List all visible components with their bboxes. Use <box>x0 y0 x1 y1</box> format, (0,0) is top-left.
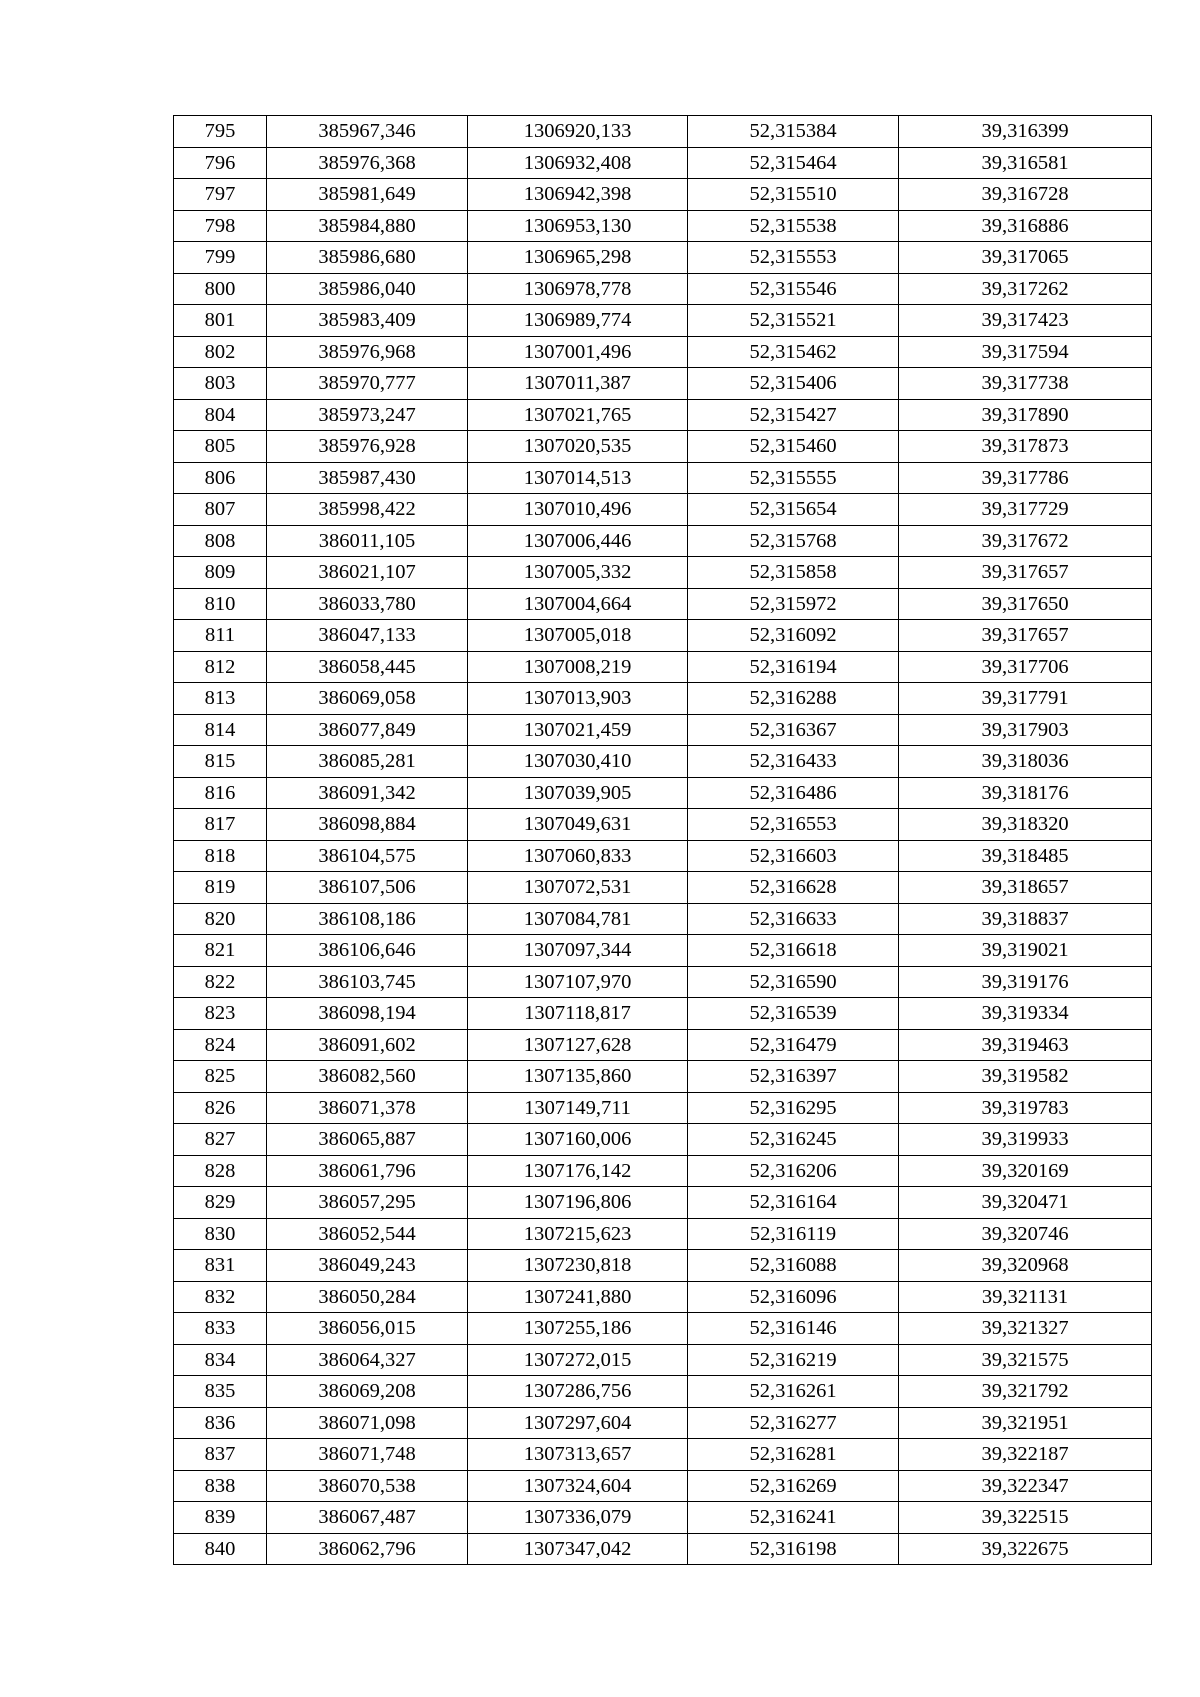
y-coordinate-cell: 1307272,015 <box>468 1344 688 1376</box>
table-row <box>174 1187 1152 1219</box>
x-coordinate-cell: 386106,646 <box>267 935 468 967</box>
longitude-cell: 39,319021 <box>899 935 1152 967</box>
point-number-cell: 808 <box>174 525 267 557</box>
latitude-cell: 52,315768 <box>688 525 899 557</box>
table-row <box>174 1376 1152 1408</box>
longitude-cell: 39,317738 <box>899 368 1152 400</box>
latitude-cell: 52,315555 <box>688 462 899 494</box>
latitude-cell: 52,316486 <box>688 777 899 809</box>
point-number-cell: 823 <box>174 998 267 1030</box>
point-number-cell: 800 <box>174 273 267 305</box>
table-row <box>174 903 1152 935</box>
table-row <box>174 1470 1152 1502</box>
latitude-cell: 52,316241 <box>688 1502 899 1534</box>
point-number-cell: 811 <box>174 620 267 652</box>
point-number-cell: 837 <box>174 1439 267 1471</box>
point-number-cell: 817 <box>174 809 267 841</box>
y-coordinate-cell: 1307313,657 <box>468 1439 688 1471</box>
latitude-cell: 52,316295 <box>688 1092 899 1124</box>
point-number-cell: 797 <box>174 179 267 211</box>
latitude-cell: 52,315427 <box>688 399 899 431</box>
longitude-cell: 39,317650 <box>899 588 1152 620</box>
point-number-cell: 806 <box>174 462 267 494</box>
table-row <box>174 147 1152 179</box>
table-row <box>174 525 1152 557</box>
x-coordinate-cell: 386108,186 <box>267 903 468 935</box>
x-coordinate-cell: 386107,506 <box>267 872 468 904</box>
longitude-cell: 39,318485 <box>899 840 1152 872</box>
longitude-cell: 39,319463 <box>899 1029 1152 1061</box>
x-coordinate-cell: 386061,796 <box>267 1155 468 1187</box>
longitude-cell: 39,318036 <box>899 746 1152 778</box>
table-row <box>174 1029 1152 1061</box>
table-row <box>174 116 1152 148</box>
x-coordinate-cell: 385983,409 <box>267 305 468 337</box>
y-coordinate-cell: 1307324,604 <box>468 1470 688 1502</box>
x-coordinate-cell: 386011,105 <box>267 525 468 557</box>
latitude-cell: 52,315384 <box>688 116 899 148</box>
x-coordinate-cell: 385981,649 <box>267 179 468 211</box>
table-row <box>174 620 1152 652</box>
longitude-cell: 39,316886 <box>899 210 1152 242</box>
y-coordinate-cell: 1306920,133 <box>468 116 688 148</box>
x-coordinate-cell: 385984,880 <box>267 210 468 242</box>
longitude-cell: 39,319582 <box>899 1061 1152 1093</box>
x-coordinate-cell: 385987,430 <box>267 462 468 494</box>
longitude-cell: 39,320471 <box>899 1187 1152 1219</box>
table-row <box>174 966 1152 998</box>
y-coordinate-cell: 1306942,398 <box>468 179 688 211</box>
table-row <box>174 1218 1152 1250</box>
x-coordinate-cell: 385967,346 <box>267 116 468 148</box>
longitude-cell: 39,321575 <box>899 1344 1152 1376</box>
latitude-cell: 52,315546 <box>688 273 899 305</box>
longitude-cell: 39,318657 <box>899 872 1152 904</box>
y-coordinate-cell: 1307005,332 <box>468 557 688 589</box>
x-coordinate-cell: 386052,544 <box>267 1218 468 1250</box>
longitude-cell: 39,317065 <box>899 242 1152 274</box>
x-coordinate-cell: 386064,327 <box>267 1344 468 1376</box>
point-number-cell: 827 <box>174 1124 267 1156</box>
y-coordinate-cell: 1307097,344 <box>468 935 688 967</box>
coordinates-table <box>173 115 1152 1565</box>
point-number-cell: 814 <box>174 714 267 746</box>
latitude-cell: 52,316198 <box>688 1533 899 1565</box>
table-row <box>174 1155 1152 1187</box>
y-coordinate-cell: 1306989,774 <box>468 305 688 337</box>
y-coordinate-cell: 1307020,535 <box>468 431 688 463</box>
longitude-cell: 39,319783 <box>899 1092 1152 1124</box>
x-coordinate-cell: 385970,777 <box>267 368 468 400</box>
point-number-cell: 825 <box>174 1061 267 1093</box>
table-row <box>174 714 1152 746</box>
y-coordinate-cell: 1307011,387 <box>468 368 688 400</box>
longitude-cell: 39,317890 <box>899 399 1152 431</box>
x-coordinate-cell: 386049,243 <box>267 1250 468 1282</box>
latitude-cell: 52,315553 <box>688 242 899 274</box>
x-coordinate-cell: 386047,133 <box>267 620 468 652</box>
y-coordinate-cell: 1307014,513 <box>468 462 688 494</box>
x-coordinate-cell: 386098,884 <box>267 809 468 841</box>
y-coordinate-cell: 1307176,142 <box>468 1155 688 1187</box>
latitude-cell: 52,316092 <box>688 620 899 652</box>
y-coordinate-cell: 1307230,818 <box>468 1250 688 1282</box>
point-number-cell: 813 <box>174 683 267 715</box>
table-row <box>174 1344 1152 1376</box>
latitude-cell: 52,316628 <box>688 872 899 904</box>
y-coordinate-cell: 1307241,880 <box>468 1281 688 1313</box>
point-number-cell: 816 <box>174 777 267 809</box>
latitude-cell: 52,316603 <box>688 840 899 872</box>
longitude-cell: 39,317657 <box>899 620 1152 652</box>
y-coordinate-cell: 1307001,496 <box>468 336 688 368</box>
x-coordinate-cell: 386062,796 <box>267 1533 468 1565</box>
point-number-cell: 807 <box>174 494 267 526</box>
table-row <box>174 210 1152 242</box>
longitude-cell: 39,316581 <box>899 147 1152 179</box>
point-number-cell: 836 <box>174 1407 267 1439</box>
latitude-cell: 52,315521 <box>688 305 899 337</box>
y-coordinate-cell: 1307149,711 <box>468 1092 688 1124</box>
longitude-cell: 39,316728 <box>899 179 1152 211</box>
x-coordinate-cell: 386070,538 <box>267 1470 468 1502</box>
latitude-cell: 52,316397 <box>688 1061 899 1093</box>
point-number-cell: 834 <box>174 1344 267 1376</box>
x-coordinate-cell: 386056,015 <box>267 1313 468 1345</box>
table-row <box>174 840 1152 872</box>
table-row <box>174 998 1152 1030</box>
y-coordinate-cell: 1307013,903 <box>468 683 688 715</box>
x-coordinate-cell: 386082,560 <box>267 1061 468 1093</box>
point-number-cell: 805 <box>174 431 267 463</box>
table-row <box>174 179 1152 211</box>
x-coordinate-cell: 386104,575 <box>267 840 468 872</box>
table-row <box>174 462 1152 494</box>
longitude-cell: 39,321951 <box>899 1407 1152 1439</box>
latitude-cell: 52,315464 <box>688 147 899 179</box>
table-row <box>174 1439 1152 1471</box>
point-number-cell: 820 <box>174 903 267 935</box>
point-number-cell: 798 <box>174 210 267 242</box>
longitude-cell: 39,317903 <box>899 714 1152 746</box>
table-row <box>174 1061 1152 1093</box>
y-coordinate-cell: 1307030,410 <box>468 746 688 778</box>
y-coordinate-cell: 1307049,631 <box>468 809 688 841</box>
table-row <box>174 651 1152 683</box>
latitude-cell: 52,316553 <box>688 809 899 841</box>
point-number-cell: 796 <box>174 147 267 179</box>
x-coordinate-cell: 385998,422 <box>267 494 468 526</box>
table-row <box>174 557 1152 589</box>
point-number-cell: 819 <box>174 872 267 904</box>
x-coordinate-cell: 385976,968 <box>267 336 468 368</box>
longitude-cell: 39,320968 <box>899 1250 1152 1282</box>
x-coordinate-cell: 386071,098 <box>267 1407 468 1439</box>
longitude-cell: 39,317423 <box>899 305 1152 337</box>
longitude-cell: 39,320169 <box>899 1155 1152 1187</box>
point-number-cell: 809 <box>174 557 267 589</box>
table-row <box>174 1502 1152 1534</box>
longitude-cell: 39,322187 <box>899 1439 1152 1471</box>
longitude-cell: 39,317594 <box>899 336 1152 368</box>
point-number-cell: 828 <box>174 1155 267 1187</box>
latitude-cell: 52,316281 <box>688 1439 899 1471</box>
point-number-cell: 831 <box>174 1250 267 1282</box>
point-number-cell: 832 <box>174 1281 267 1313</box>
latitude-cell: 52,316146 <box>688 1313 899 1345</box>
table-row <box>174 1281 1152 1313</box>
latitude-cell: 52,316539 <box>688 998 899 1030</box>
longitude-cell: 39,319334 <box>899 998 1152 1030</box>
y-coordinate-cell: 1307160,006 <box>468 1124 688 1156</box>
table-row <box>174 368 1152 400</box>
latitude-cell: 52,316194 <box>688 651 899 683</box>
y-coordinate-cell: 1307072,531 <box>468 872 688 904</box>
table-row <box>174 1092 1152 1124</box>
x-coordinate-cell: 386050,284 <box>267 1281 468 1313</box>
table-row <box>174 431 1152 463</box>
x-coordinate-cell: 385976,928 <box>267 431 468 463</box>
latitude-cell: 52,315460 <box>688 431 899 463</box>
y-coordinate-cell: 1307135,860 <box>468 1061 688 1093</box>
point-number-cell: 826 <box>174 1092 267 1124</box>
latitude-cell: 52,316590 <box>688 966 899 998</box>
x-coordinate-cell: 386085,281 <box>267 746 468 778</box>
point-number-cell: 818 <box>174 840 267 872</box>
point-number-cell: 821 <box>174 935 267 967</box>
point-number-cell: 830 <box>174 1218 267 1250</box>
longitude-cell: 39,317786 <box>899 462 1152 494</box>
latitude-cell: 52,316219 <box>688 1344 899 1376</box>
latitude-cell: 52,316633 <box>688 903 899 935</box>
point-number-cell: 799 <box>174 242 267 274</box>
x-coordinate-cell: 386067,487 <box>267 1502 468 1534</box>
x-coordinate-cell: 386103,745 <box>267 966 468 998</box>
table-row <box>174 399 1152 431</box>
table-row <box>174 588 1152 620</box>
table-row <box>174 1124 1152 1156</box>
y-coordinate-cell: 1306953,130 <box>468 210 688 242</box>
x-coordinate-cell: 386077,849 <box>267 714 468 746</box>
y-coordinate-cell: 1307005,018 <box>468 620 688 652</box>
x-coordinate-cell: 386065,887 <box>267 1124 468 1156</box>
latitude-cell: 52,316433 <box>688 746 899 778</box>
x-coordinate-cell: 386021,107 <box>267 557 468 589</box>
y-coordinate-cell: 1307021,765 <box>468 399 688 431</box>
longitude-cell: 39,321792 <box>899 1376 1152 1408</box>
y-coordinate-cell: 1307297,604 <box>468 1407 688 1439</box>
table-row <box>174 1407 1152 1439</box>
x-coordinate-cell: 386091,342 <box>267 777 468 809</box>
point-number-cell: 824 <box>174 1029 267 1061</box>
longitude-cell: 39,319933 <box>899 1124 1152 1156</box>
point-number-cell: 833 <box>174 1313 267 1345</box>
latitude-cell: 52,316088 <box>688 1250 899 1282</box>
point-number-cell: 803 <box>174 368 267 400</box>
longitude-cell: 39,322347 <box>899 1470 1152 1502</box>
x-coordinate-cell: 385976,368 <box>267 147 468 179</box>
latitude-cell: 52,316269 <box>688 1470 899 1502</box>
latitude-cell: 52,315972 <box>688 588 899 620</box>
y-coordinate-cell: 1307008,219 <box>468 651 688 683</box>
y-coordinate-cell: 1307004,664 <box>468 588 688 620</box>
longitude-cell: 39,318320 <box>899 809 1152 841</box>
x-coordinate-cell: 385973,247 <box>267 399 468 431</box>
longitude-cell: 39,317729 <box>899 494 1152 526</box>
table-row <box>174 683 1152 715</box>
table-row <box>174 935 1152 967</box>
coordinates-table-body <box>174 116 1152 1565</box>
y-coordinate-cell: 1307347,042 <box>468 1533 688 1565</box>
longitude-cell: 39,322675 <box>899 1533 1152 1565</box>
table-row <box>174 746 1152 778</box>
longitude-cell: 39,316399 <box>899 116 1152 148</box>
point-number-cell: 810 <box>174 588 267 620</box>
y-coordinate-cell: 1307215,623 <box>468 1218 688 1250</box>
latitude-cell: 52,315654 <box>688 494 899 526</box>
y-coordinate-cell: 1307060,833 <box>468 840 688 872</box>
latitude-cell: 52,316096 <box>688 1281 899 1313</box>
y-coordinate-cell: 1307127,628 <box>468 1029 688 1061</box>
y-coordinate-cell: 1306978,778 <box>468 273 688 305</box>
latitude-cell: 52,316164 <box>688 1187 899 1219</box>
table-row <box>174 1313 1152 1345</box>
point-number-cell: 839 <box>174 1502 267 1534</box>
point-number-cell: 840 <box>174 1533 267 1565</box>
y-coordinate-cell: 1307010,496 <box>468 494 688 526</box>
longitude-cell: 39,318176 <box>899 777 1152 809</box>
longitude-cell: 39,317873 <box>899 431 1152 463</box>
y-coordinate-cell: 1307039,905 <box>468 777 688 809</box>
point-number-cell: 822 <box>174 966 267 998</box>
x-coordinate-cell: 385986,680 <box>267 242 468 274</box>
longitude-cell: 39,319176 <box>899 966 1152 998</box>
y-coordinate-cell: 1307336,079 <box>468 1502 688 1534</box>
point-number-cell: 801 <box>174 305 267 337</box>
longitude-cell: 39,318837 <box>899 903 1152 935</box>
point-number-cell: 804 <box>174 399 267 431</box>
table-row <box>174 1250 1152 1282</box>
point-number-cell: 829 <box>174 1187 267 1219</box>
point-number-cell: 815 <box>174 746 267 778</box>
table-row <box>174 1533 1152 1565</box>
y-coordinate-cell: 1307006,446 <box>468 525 688 557</box>
table-row <box>174 872 1152 904</box>
y-coordinate-cell: 1307255,186 <box>468 1313 688 1345</box>
y-coordinate-cell: 1306965,298 <box>468 242 688 274</box>
x-coordinate-cell: 386098,194 <box>267 998 468 1030</box>
latitude-cell: 52,315538 <box>688 210 899 242</box>
x-coordinate-cell: 386033,780 <box>267 588 468 620</box>
table-row <box>174 242 1152 274</box>
longitude-cell: 39,317262 <box>899 273 1152 305</box>
latitude-cell: 52,316245 <box>688 1124 899 1156</box>
longitude-cell: 39,317657 <box>899 557 1152 589</box>
y-coordinate-cell: 1307286,756 <box>468 1376 688 1408</box>
y-coordinate-cell: 1307196,806 <box>468 1187 688 1219</box>
y-coordinate-cell: 1307107,970 <box>468 966 688 998</box>
longitude-cell: 39,317672 <box>899 525 1152 557</box>
latitude-cell: 52,316261 <box>688 1376 899 1408</box>
latitude-cell: 52,316618 <box>688 935 899 967</box>
point-number-cell: 838 <box>174 1470 267 1502</box>
latitude-cell: 52,316367 <box>688 714 899 746</box>
latitude-cell: 52,316206 <box>688 1155 899 1187</box>
y-coordinate-cell: 1307084,781 <box>468 903 688 935</box>
latitude-cell: 52,315406 <box>688 368 899 400</box>
x-coordinate-cell: 386069,058 <box>267 683 468 715</box>
x-coordinate-cell: 386058,445 <box>267 651 468 683</box>
x-coordinate-cell: 385986,040 <box>267 273 468 305</box>
table-row <box>174 336 1152 368</box>
longitude-cell: 39,322515 <box>899 1502 1152 1534</box>
x-coordinate-cell: 386071,748 <box>267 1439 468 1471</box>
latitude-cell: 52,316479 <box>688 1029 899 1061</box>
table-row <box>174 809 1152 841</box>
x-coordinate-cell: 386057,295 <box>267 1187 468 1219</box>
latitude-cell: 52,316277 <box>688 1407 899 1439</box>
x-coordinate-cell: 386071,378 <box>267 1092 468 1124</box>
table-row <box>174 305 1152 337</box>
x-coordinate-cell: 386091,602 <box>267 1029 468 1061</box>
x-coordinate-cell: 386069,208 <box>267 1376 468 1408</box>
table-row <box>174 273 1152 305</box>
y-coordinate-cell: 1306932,408 <box>468 147 688 179</box>
table-row <box>174 494 1152 526</box>
longitude-cell: 39,321131 <box>899 1281 1152 1313</box>
y-coordinate-cell: 1307118,817 <box>468 998 688 1030</box>
point-number-cell: 812 <box>174 651 267 683</box>
latitude-cell: 52,316288 <box>688 683 899 715</box>
point-number-cell: 835 <box>174 1376 267 1408</box>
y-coordinate-cell: 1307021,459 <box>468 714 688 746</box>
longitude-cell: 39,317791 <box>899 683 1152 715</box>
table-row <box>174 777 1152 809</box>
latitude-cell: 52,315462 <box>688 336 899 368</box>
latitude-cell: 52,315858 <box>688 557 899 589</box>
latitude-cell: 52,316119 <box>688 1218 899 1250</box>
longitude-cell: 39,321327 <box>899 1313 1152 1345</box>
longitude-cell: 39,317706 <box>899 651 1152 683</box>
point-number-cell: 802 <box>174 336 267 368</box>
longitude-cell: 39,320746 <box>899 1218 1152 1250</box>
latitude-cell: 52,315510 <box>688 179 899 211</box>
point-number-cell: 795 <box>174 116 267 148</box>
